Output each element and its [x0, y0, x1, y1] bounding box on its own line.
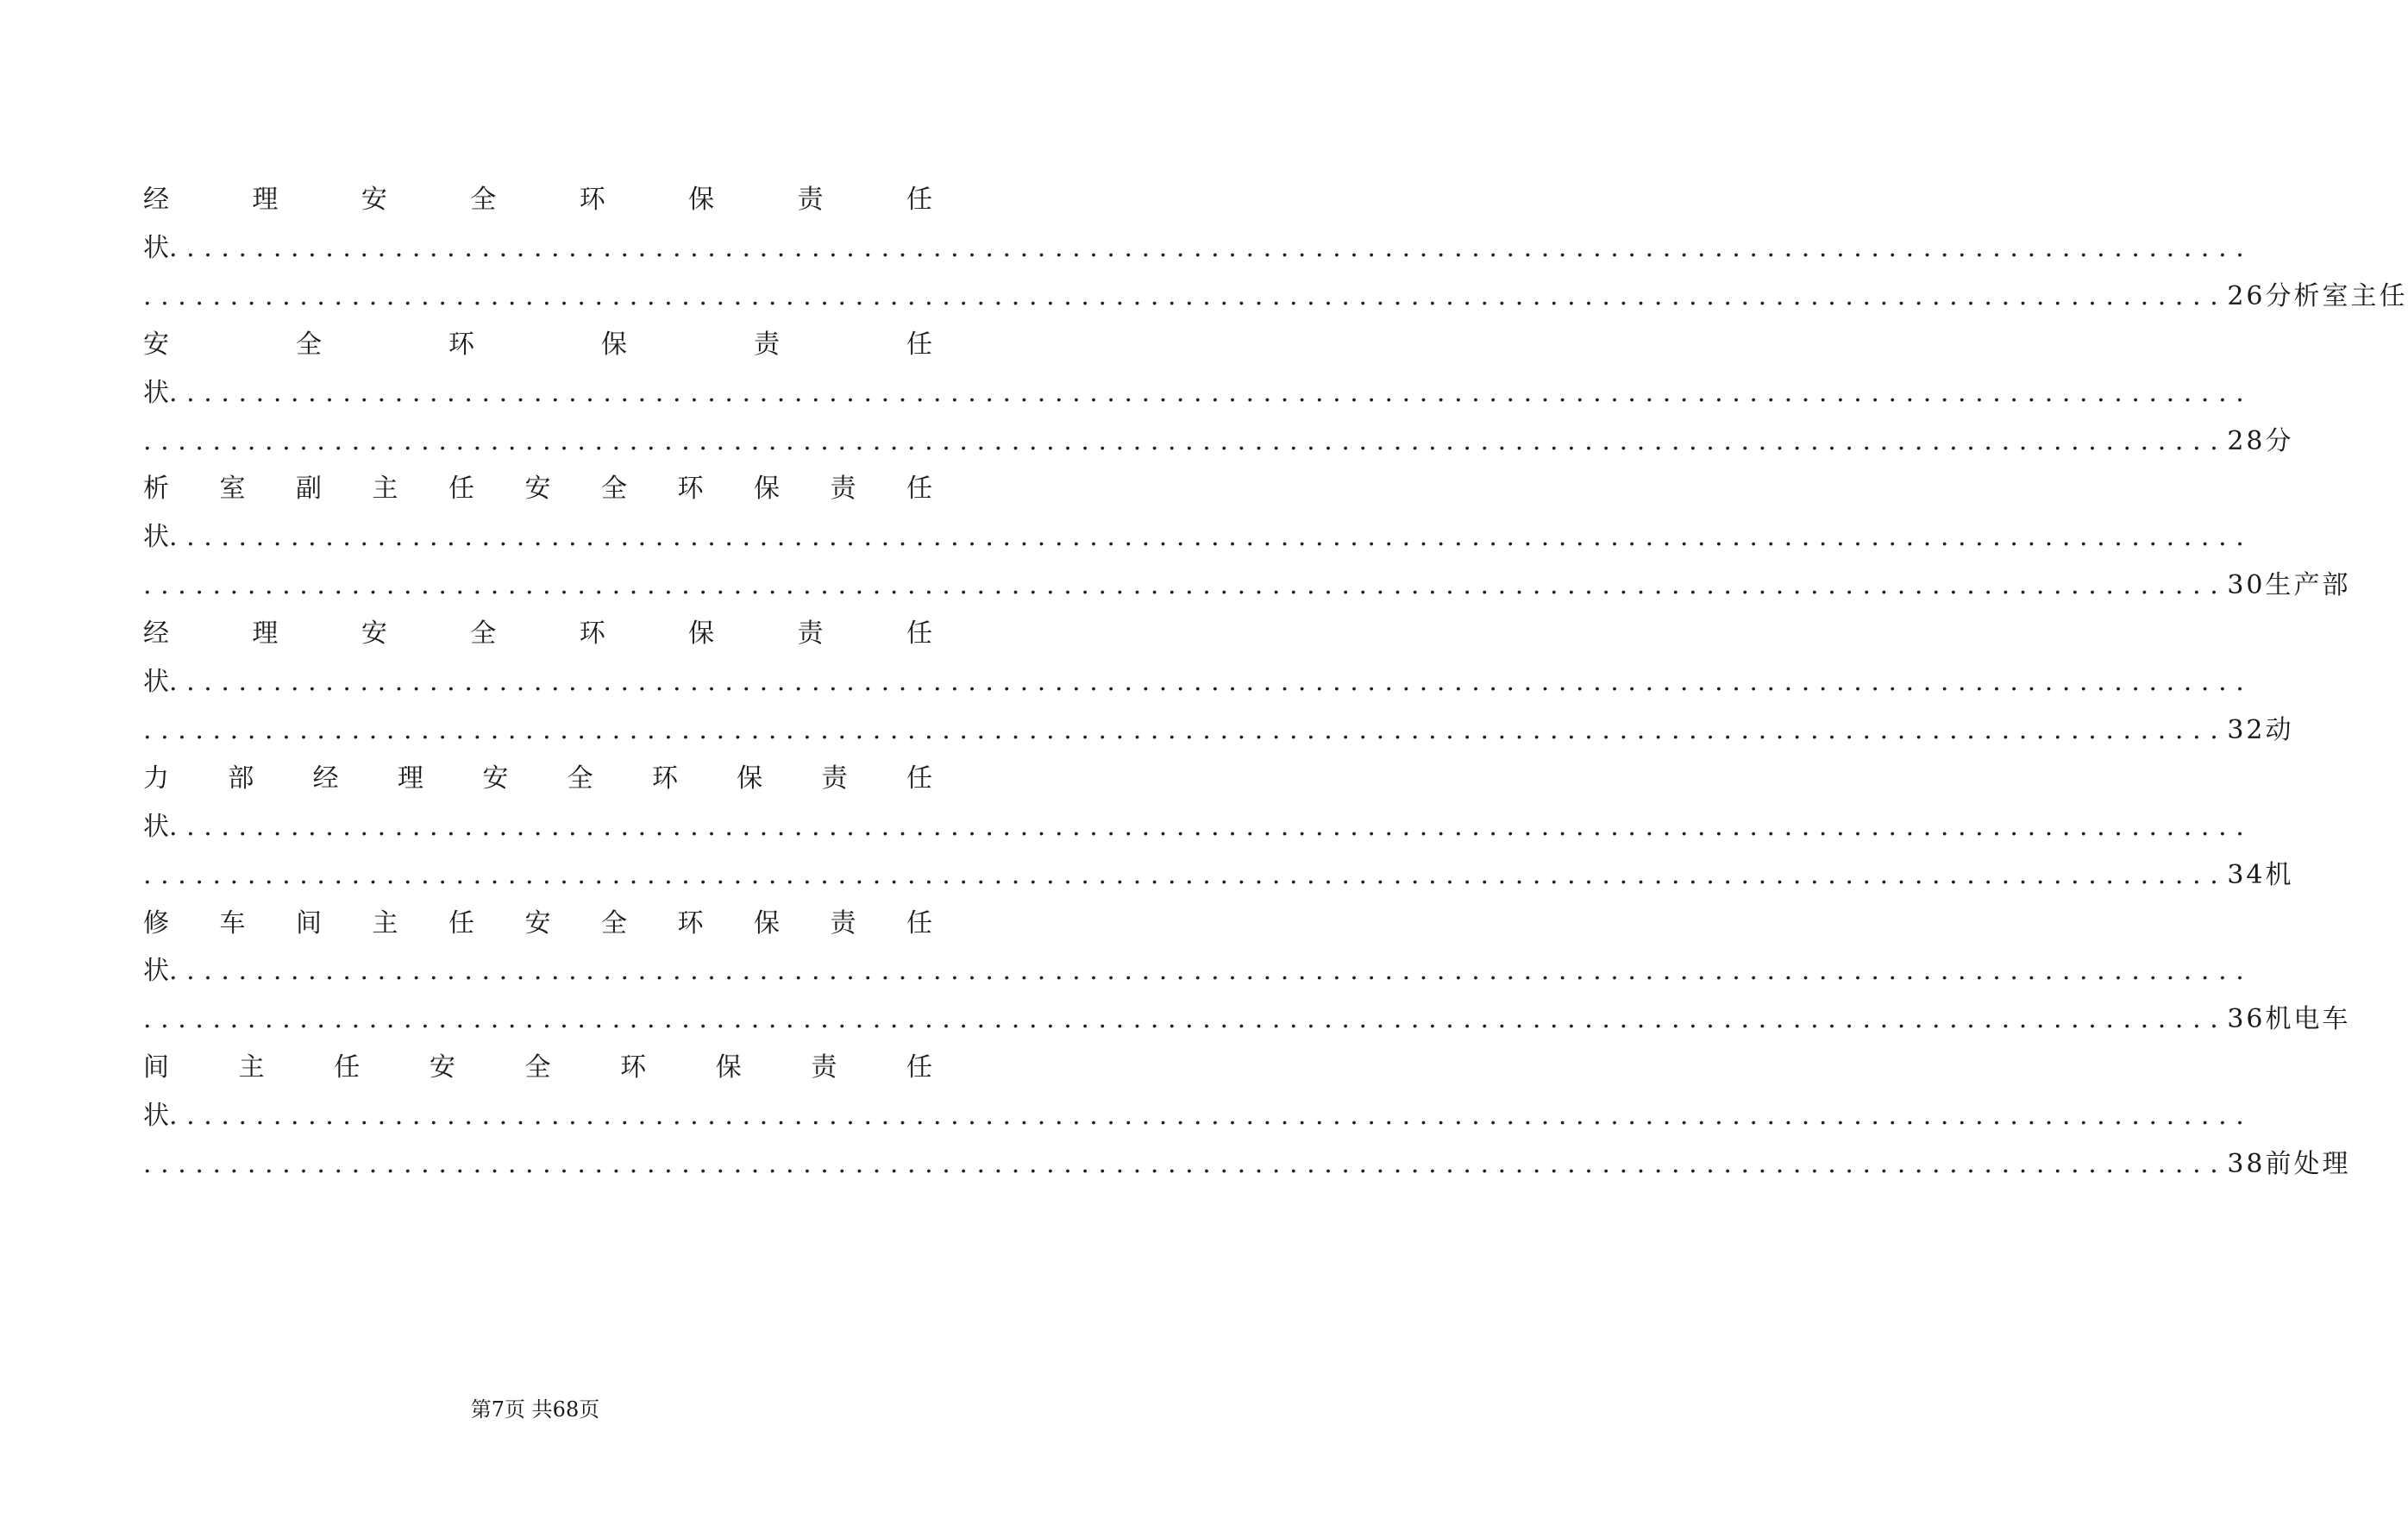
toc-char: 任 [906, 329, 932, 360]
toc-char: 环 [677, 907, 704, 939]
toc-char: 理 [252, 618, 279, 650]
toc-char: 间 [296, 907, 322, 939]
toc-char: 环 [677, 474, 704, 505]
toc-char: 保 [688, 618, 715, 650]
toc-char: 全 [470, 185, 497, 215]
toc-char: 任 [448, 907, 474, 939]
toc-char: 任 [906, 907, 932, 939]
toc-char: 安 [143, 329, 169, 360]
toc-char: 修 [143, 907, 169, 939]
toc-page-and-next-entry: 32动 [2227, 714, 2294, 745]
dot-leader: ........................................................................................................................ [143, 570, 2228, 601]
toc-line [143, 617, 932, 651]
toc-char: 环 [448, 329, 474, 360]
toc-line [143, 472, 932, 506]
dot-leader: ........................................................................................................................ [169, 522, 2254, 553]
dot-leader: ........................................................................................................................ [143, 1004, 2228, 1035]
toc-entry-text: 状 [143, 232, 169, 263]
toc-line [143, 665, 2254, 700]
dot-leader: ........................................................................................................................ [143, 1149, 2228, 1179]
toc-char: 任 [906, 618, 932, 650]
toc-char: 环 [579, 618, 605, 650]
dot-leader: ........................................................................................................................ [169, 667, 2254, 697]
toc-page-and-next-entry: 26分析室主任 [2227, 280, 2408, 311]
toc-char: 安 [429, 1052, 455, 1083]
toc-char: 安 [361, 618, 387, 650]
toc-line [143, 328, 932, 362]
toc-char: 环 [620, 1052, 647, 1083]
toc-char: 副 [296, 474, 322, 505]
dot-leader: ........................................................................................................................ [169, 1101, 2254, 1132]
toc-entry-text: 状 [143, 956, 169, 987]
toc-entry-text: 状 [143, 811, 169, 842]
toc-char: 任 [906, 474, 932, 505]
toc-entry-text: 状 [143, 1101, 169, 1132]
toc-char: 责 [797, 618, 824, 650]
toc-char: 责 [830, 474, 856, 505]
toc-page-and-next-entry: 28分 [2227, 425, 2294, 456]
toc-page-and-next-entry: 38前处理 [2227, 1149, 2351, 1179]
toc-char: 主 [238, 1052, 265, 1083]
dot-leader: ........................................................................................................................ [143, 859, 2228, 890]
toc-char: 主 [372, 474, 398, 505]
toc-char: 析 [143, 474, 169, 505]
toc-char: 责 [830, 907, 856, 939]
dot-leader: ........................................................................................................................ [143, 280, 2228, 311]
toc-entry-text: 状 [143, 667, 169, 697]
toc-char: 主 [372, 907, 398, 939]
toc-line [143, 231, 2254, 266]
toc-char: 安 [524, 474, 551, 505]
toc-char: 经 [143, 185, 169, 215]
toc-char: 全 [524, 1052, 551, 1083]
dot-leader: ........................................................................................................................ [169, 956, 2254, 987]
toc-line [143, 858, 2294, 893]
toc-char: 全 [601, 474, 627, 505]
toc-line [143, 1147, 2351, 1182]
toc-line [143, 520, 2254, 555]
dot-leader: ........................................................................................................................ [169, 377, 2254, 408]
toc-line [143, 376, 2254, 411]
toc-char: 保 [754, 907, 780, 939]
toc-page-and-next-entry: 34机 [2227, 859, 2294, 890]
toc-char: 责 [821, 763, 848, 794]
toc-char: 任 [334, 1052, 361, 1083]
dot-leader: ........................................................................................................................ [143, 714, 2228, 745]
toc-char: 保 [754, 474, 780, 505]
toc-char: 环 [579, 185, 605, 215]
toc-char: 责 [797, 185, 824, 215]
toc-char: 经 [143, 618, 169, 650]
toc-char: 经 [312, 763, 339, 794]
toc-line [143, 279, 2408, 314]
toc-entry-text: 状 [143, 377, 169, 408]
toc-char: 保 [688, 185, 715, 215]
toc-line [143, 907, 932, 941]
toc-char: 部 [228, 763, 254, 794]
dot-leader: ........................................................................................................................ [143, 425, 2228, 456]
toc-line [143, 713, 2294, 748]
toc-char: 车 [219, 907, 246, 939]
toc-page-and-next-entry: 36机电车 [2227, 1004, 2351, 1035]
toc-char: 责 [811, 1052, 837, 1083]
toc-char: 理 [252, 185, 279, 215]
toc-line [143, 424, 2294, 459]
dot-leader: ........................................................................................................................ [169, 232, 2254, 263]
toc-char: 安 [482, 763, 509, 794]
toc-char: 保 [601, 329, 627, 360]
toc-char: 任 [448, 474, 474, 505]
toc-char: 安 [361, 185, 387, 215]
toc-line [143, 762, 932, 796]
toc-char: 室 [219, 474, 246, 505]
toc-page-and-next-entry: 30生产部 [2227, 570, 2351, 601]
toc-char: 环 [651, 763, 678, 794]
toc-line [143, 568, 2351, 603]
toc-line [143, 954, 2254, 989]
toc-line [143, 1002, 2351, 1037]
toc-char: 力 [143, 763, 169, 794]
toc-char: 保 [737, 763, 763, 794]
toc-char: 任 [906, 1052, 932, 1083]
toc-char: 保 [715, 1052, 742, 1083]
toc-char: 任 [906, 185, 932, 215]
toc-line [143, 1099, 2254, 1133]
dot-leader: ........................................................................................................................ [169, 811, 2254, 842]
page-footer: 第7页 共68页 [470, 1397, 600, 1422]
toc-char: 理 [397, 763, 423, 794]
toc-char: 全 [470, 618, 497, 650]
toc-char: 全 [296, 329, 322, 360]
toc-line [143, 810, 2254, 844]
toc-char: 安 [524, 907, 551, 939]
toc-char: 责 [754, 329, 780, 360]
toc-entry-text: 状 [143, 522, 169, 553]
toc-line [143, 1051, 932, 1085]
toc-char: 任 [906, 763, 932, 794]
toc-line [143, 183, 932, 217]
toc-char: 全 [567, 763, 593, 794]
toc-char: 间 [143, 1052, 169, 1083]
toc-char: 全 [601, 907, 627, 939]
